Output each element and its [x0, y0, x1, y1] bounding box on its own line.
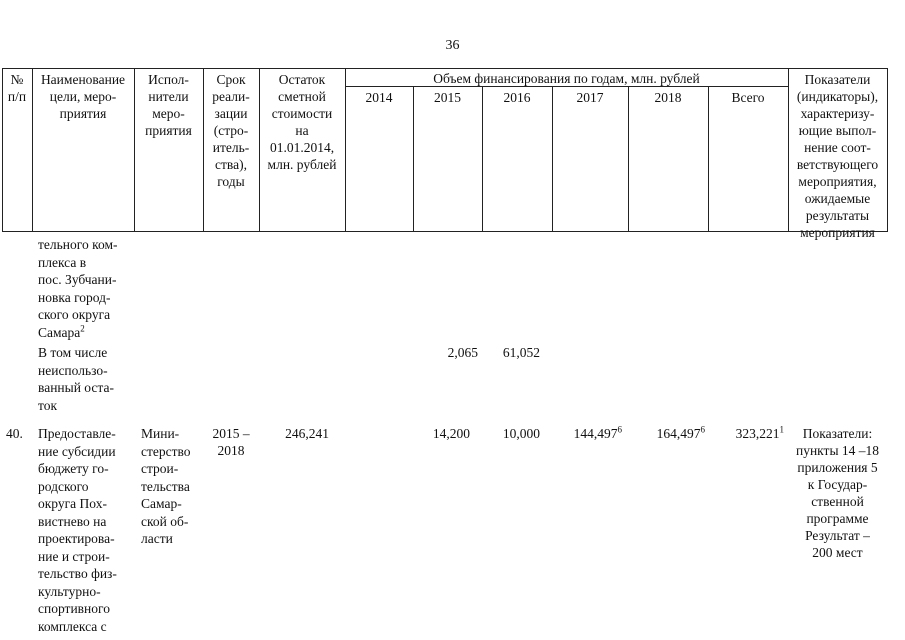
- row40-total: 323,221$^1$: [735, 424, 784, 441]
- header-name: Наименование цели, меро- приятия: [40, 72, 126, 121]
- page-number: 36: [445, 38, 460, 53]
- row40-term: 2015 – 2018: [212, 426, 250, 458]
- header-year-2017: 2017: [576, 90, 604, 105]
- header-year-2018: 2018: [654, 90, 682, 105]
- row40-name: Предоставле- ние субсидии бюджету го- родского округа Пох- вистнево на проектирова- ние и строи- тельство физ- культурно- спортивного комплекса с: [38, 426, 117, 634]
- sub-row-name: В том числе неиспользо- ванный оста- ток: [38, 345, 114, 413]
- header-num: № п/п: [7, 72, 27, 104]
- continued-row-name: тельного ком- плекса в пос. Зубчани- новка город- ского округа Самара$^2$: [38, 237, 118, 340]
- row40-number: 40.: [6, 426, 23, 441]
- col-line: [482, 86, 483, 232]
- header-remainder: Остаток сметной стоимости на 01.01.2014, млн. рублей: [267, 72, 337, 172]
- header-year-2015: 2015: [434, 90, 461, 105]
- header-financing: Объем финансирования по годам, млн. рублей: [433, 71, 700, 86]
- col-line: [887, 68, 888, 232]
- row40-indicators: Показатели: пункты 14 –18 приложения 5 к Государ- ственной программе Результат – 200 мест: [795, 426, 880, 560]
- header-year-2016: 2016: [503, 90, 531, 105]
- row40-2017: 144,497$^6$: [573, 424, 622, 441]
- row40-2015: 14,200: [432, 426, 470, 441]
- col-line: [708, 86, 709, 232]
- header-year-2014: 2014: [365, 90, 393, 105]
- row40-2016: 10,000: [502, 426, 540, 441]
- header-indicators: Показатели (индикаторы), характеризу- ющие выпол- нение соот- ветствующего мероприятия, ожидаемые результаты мероприятия: [796, 72, 879, 240]
- row40-remainder: 246,241: [285, 426, 329, 441]
- col-line: [552, 86, 553, 232]
- row40-executor: Мини- стерство строи- тельства Самар- ской об- ласти: [141, 426, 191, 546]
- footnote-mark: 6: [700, 424, 705, 435]
- col-line: [628, 86, 629, 232]
- sub-row-2016: 61,052: [502, 345, 540, 360]
- row40-2018: 164,497$^6$: [656, 424, 705, 441]
- footnote-mark: 1: [779, 424, 784, 435]
- header-total: Всего: [731, 90, 765, 105]
- footnote-mark: 2: [80, 323, 85, 333]
- sub-row-2015: 2,065: [447, 345, 478, 360]
- footnote-mark: 6: [617, 424, 622, 435]
- header-executors: Испол- нители меро- приятия: [145, 72, 192, 138]
- header-term: Срок реали- зации (стро- итель- ства), годы: [212, 72, 250, 189]
- col-line: [413, 86, 414, 232]
